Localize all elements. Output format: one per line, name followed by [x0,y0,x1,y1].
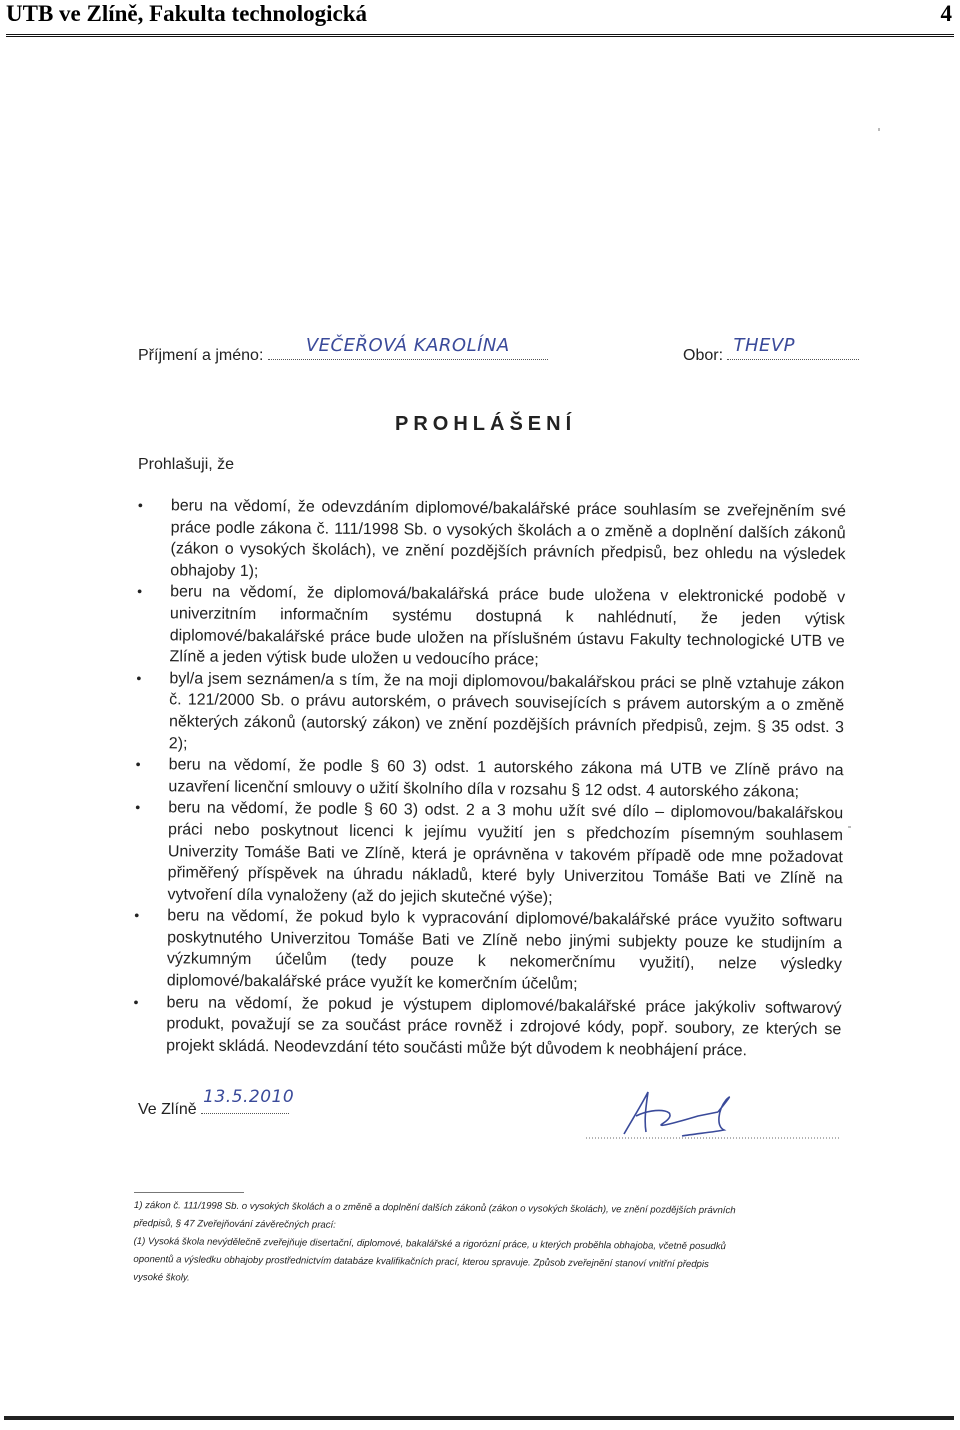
list-item: • beru na vědomí, že diplomová/bakalářská práce bude uložena v elektronické podobě v univerzitním informačním systému dostupná k nahlédnutí, že jeden výtisk diplomové/bakalářské práce bude uložen na příslušném ústavu Fakulty technologické UTB ve Zlíně a jeden výtisk bude uložen u vedoucího práce; [136,581,845,674]
footnote-separator [134,1192,244,1193]
field-dotted-field [727,335,859,360]
scan-speck [878,128,880,131]
place-date-line [138,1087,295,1119]
list-item: • beru na vědomí, že podle § 60 3) odst. 1 autorského zákona má UTB ve Zlíně právo na uzavření licenční smlouvy o užití školního díla v rozsahu § 12 odst. 4 autorského zákona; [135,754,843,803]
field-line [683,335,859,365]
header-title: UTB ve Zlíně, Fakulta technologická [6,1,367,26]
signature-area [586,1086,840,1140]
list-item: • beru na vědomí, že podle § 60 3) odst. 2 a 3 mohu užít své dílo – diplomovou/bakalářskou práci nebo poskytnout licenci k jejímu využití jen s předchozím písemným souhlasem Univerzity Tomáše Bati ve Zlíně, která je oprávněna v takovém případě ode mne požadovat přiměřený příspěvek na úhradu nákladů, které byly Univerzitou Tomáše Bati ve Zlíně na vytvoření díla vynaloženy (až do jejich skutečné výše); [134,797,843,911]
list-item: • beru na vědomí, že pokud bylo k vypracování diplomové/bakalářské práce využito softwaru poskytnutého Univerzitou Tomáše Bati ve Zlíně nebo jinými subjekty pouze ke studijním a výzkumným účelům (tedy pouze k nekomerčnímu využití), nelze výsledky diplomové/bakalářské práce využít ke komerčním účelům; [134,905,843,998]
name-handwritten: VEČEŘOVÁ KAROLÍNA [305,335,510,356]
page-number: 4 [940,1,952,26]
list-item: • beru na vědomí, že pokud je výstupem diplomové/bakalářské práce jakýkoliv softwarový produkt, považují se za součást práce rovněž i zdrojové kódy, popř. soubory, ze kterých se projekt skládá. Neodevzdání této součásti může být důvodem k neobhájení práce. [133,992,842,1063]
handwritten-signature-icon [586,1086,840,1140]
footnote-line: oponentů a výsledku obhajoby prostřednictvím databáze kvalifikačních prací, kterou spravuje. Způsob zveřejnění stanoví vnitřní předpis [133,1253,709,1271]
footnote-line: 1) zákon č. 111/1998 Sb. o vysokých školách a o změně a doplnění dalších zákonů (zákon o vysokých školách), ve znění pozdějších právních [133,1199,736,1217]
footnote-line: předpisů, § 47 Zveřejňování závěrečných prací: [133,1217,336,1231]
name-dotted-field [268,335,548,360]
declaration-title: PROHLÁŠENÍ [395,413,577,435]
footnote [133,1197,842,1293]
name-label: Příjmení a jméno: [138,347,264,364]
date-dotted-field [201,1087,295,1114]
field-handwritten: THEVP [733,335,796,356]
name-line [138,335,548,365]
footnote-line: vysoké školy. [133,1271,190,1284]
list-item: • beru na vědomí, že odevzdáním diplomové/bakalářské práce souhlasím se zveřejněním své práce podle zákona č. 111/1998 Sb. o vysokých školách a o změně a doplnění dalších zákonů (zákon o vysokých školách), ve znění pozdějších právních předpisů, bez ohledu na výsledek obhajoby 1); [137,495,846,588]
list-item: • byl/a jsem seznámen/a s tím, že na moji diplomovou/bakalářskou práci se plně vztahuje zákon č. 121/2000 Sb. o právu autorském, o právech souvisejících s právem autorským a o změně některých zákonů (autorský zákon) ve znění pozdějších právních předpisů, zejm. § 35 odst. 3 2); [136,668,845,761]
scan-speck [848,826,851,828]
footnote-line: (1) Vysoká škola nevýdělečně zveřejňuje disertační, diplomové, bakalářské a rigorózní práce, u kterých proběhla obhajoba, včetně posudků [133,1235,726,1253]
field-label: Obor: [683,347,724,364]
bottom-rule [4,1416,954,1420]
declaration-intro: Prohlašuji, že [138,456,235,473]
declaration-list [133,495,846,1063]
date-handwritten: 13.5.2010 [203,1087,295,1107]
place-label: Ve Zlíně [138,1101,197,1118]
